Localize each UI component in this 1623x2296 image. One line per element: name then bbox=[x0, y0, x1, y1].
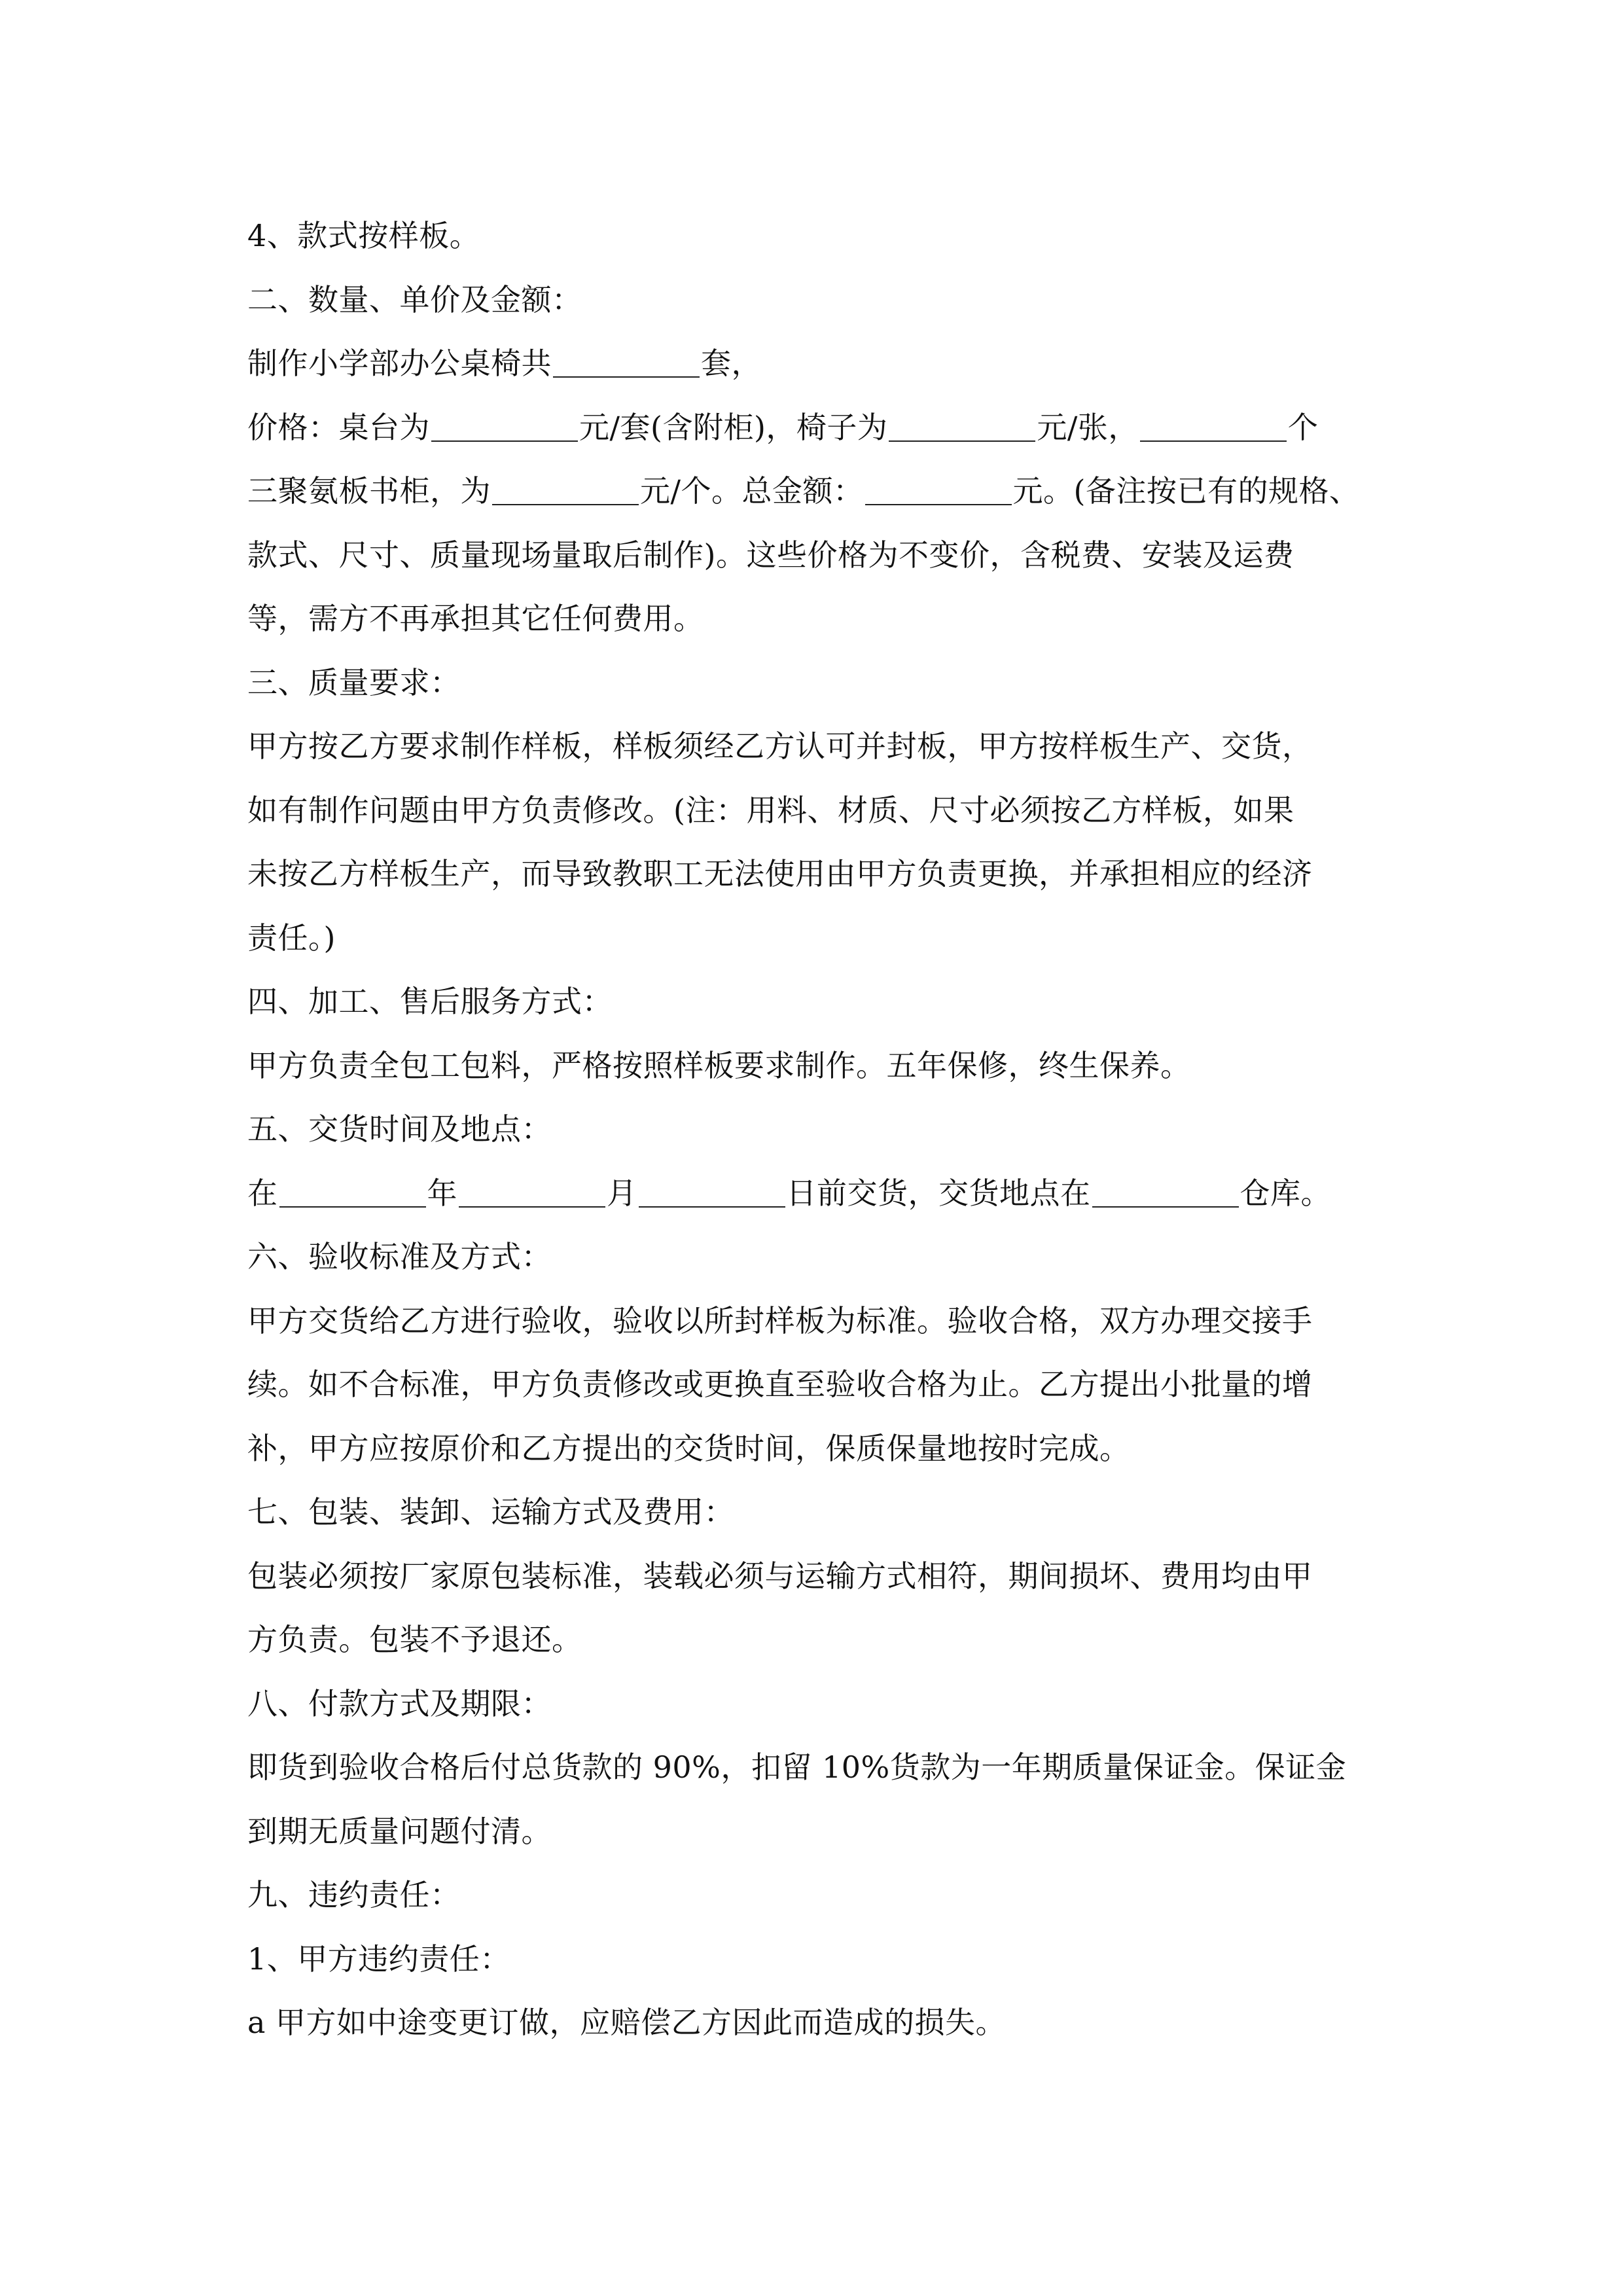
text-line bbox=[247, 459, 1399, 524]
contract-body bbox=[247, 204, 1399, 2055]
text-line bbox=[247, 715, 1399, 779]
line-text: 价格：桌台为 bbox=[247, 409, 430, 445]
line-text: 六、验收标准及方式： bbox=[247, 1239, 552, 1274]
line-text: 三聚氨板书柜，为 bbox=[247, 473, 491, 509]
fill-in-blank bbox=[459, 1176, 605, 1208]
line-text: 到期无质量问题付清。 bbox=[247, 1813, 552, 1849]
text-line bbox=[247, 906, 1399, 971]
fill-in-blank bbox=[431, 410, 578, 442]
line-text: 1、甲方违约责任： bbox=[247, 1941, 510, 1977]
text-line bbox=[247, 1928, 1399, 1992]
line-text: 即货到验收合格后付总货款的 90%，扣留 10%货款为一年期质量保证金。保证金 bbox=[247, 1749, 1347, 1785]
fill-in-blank bbox=[279, 1176, 426, 1208]
text-line bbox=[247, 1098, 1399, 1162]
text-line bbox=[247, 1545, 1399, 1609]
line-text: 方负责。包装不予退还。 bbox=[247, 1622, 582, 1657]
line-text: 个 bbox=[1287, 409, 1319, 445]
fill-in-blank bbox=[639, 1176, 785, 1208]
line-text: 仓库。 bbox=[1240, 1175, 1331, 1211]
line-text: 四、加工、售后服务方式： bbox=[247, 984, 613, 1019]
line-text: 在 bbox=[247, 1175, 278, 1211]
text-line bbox=[247, 1289, 1399, 1354]
line-text: 三、质量要求： bbox=[247, 664, 461, 700]
line-text: 包装必须按厂家原包装标准，装载必须与运输方式相符，期间损坏、费用均由甲 bbox=[247, 1558, 1313, 1594]
line-text: 年 bbox=[427, 1175, 457, 1211]
text-line bbox=[247, 1800, 1399, 1864]
line-text: 元。(备注按已有的规格、 bbox=[1012, 473, 1360, 509]
line-text: 制作小学部办公桌椅共 bbox=[247, 346, 552, 381]
line-text: 如有制作问题由甲方负责修改。(注：用料、材质、尺寸必须按乙方样板，如果 bbox=[247, 792, 1294, 828]
line-text: 等，需方不再承担其它任何费用。 bbox=[247, 601, 704, 636]
text-line bbox=[247, 1480, 1399, 1545]
text-line bbox=[247, 332, 1399, 396]
line-text: 未按乙方样板生产，而导致教职工无法使用由甲方负责更换，并承担相应的经济 bbox=[247, 856, 1313, 891]
text-line bbox=[247, 1353, 1399, 1417]
text-line bbox=[247, 1736, 1399, 1800]
text-line bbox=[247, 1034, 1399, 1098]
line-text: 日前交货，交货地点在 bbox=[786, 1175, 1091, 1211]
text-line bbox=[247, 1417, 1399, 1481]
line-text: 月 bbox=[607, 1175, 637, 1211]
text-line bbox=[247, 524, 1399, 588]
text-line bbox=[247, 1162, 1399, 1226]
text-line bbox=[247, 970, 1399, 1034]
text-line bbox=[247, 1225, 1399, 1289]
line-text: 补，甲方应按原价和乙方提出的交货时间，保质保量地按时完成。 bbox=[247, 1430, 1130, 1466]
line-text: 续。如不合标准，甲方负责修改或更换直至验收合格为止。乙方提出小批量的增 bbox=[247, 1367, 1313, 1402]
line-text: 款式、尺寸、质量现场量取后制作)。这些价格为不变价，含税费、安装及运费 bbox=[247, 537, 1294, 573]
line-text: 甲方按乙方要求制作样板，样板须经乙方认可并封板，甲方按样板生产、交货， bbox=[247, 728, 1313, 764]
text-line bbox=[247, 396, 1399, 460]
text-line bbox=[247, 1608, 1399, 1672]
text-line bbox=[247, 1991, 1399, 2055]
line-text: 甲方交货给乙方进行验收，验收以所封样板为标准。验收合格，双方办理交接手 bbox=[247, 1302, 1313, 1338]
text-line bbox=[247, 1863, 1399, 1928]
line-text: 二、数量、单价及金额： bbox=[247, 281, 582, 317]
text-line bbox=[247, 651, 1399, 715]
text-line bbox=[247, 779, 1399, 843]
line-text: 元/套(含附柜)，椅子为 bbox=[579, 409, 888, 445]
line-text: 五、交货时间及地点： bbox=[247, 1111, 552, 1147]
fill-in-blank bbox=[492, 474, 639, 505]
fill-in-blank bbox=[1140, 410, 1287, 442]
text-line bbox=[247, 1672, 1399, 1736]
text-line bbox=[247, 268, 1399, 332]
line-text: a 甲方如中途变更订做，应赔偿乙方因此而造成的损失。 bbox=[247, 2005, 1007, 2040]
line-text: 九、违约责任： bbox=[247, 1877, 461, 1912]
line-text: 元/个。总金额： bbox=[640, 473, 864, 509]
line-text: 元/张， bbox=[1037, 409, 1139, 445]
text-line bbox=[247, 842, 1399, 906]
fill-in-blank bbox=[1092, 1176, 1239, 1208]
line-text: 4、款式按样板。 bbox=[247, 218, 480, 253]
line-text: 责任。) bbox=[247, 920, 336, 956]
line-text: 甲方负责全包工包料，严格按照样板要求制作。五年保修，终生保养。 bbox=[247, 1047, 1191, 1083]
text-line bbox=[247, 587, 1399, 651]
line-text: 八、付款方式及期限： bbox=[247, 1685, 552, 1721]
fill-in-blank bbox=[865, 474, 1012, 505]
text-line bbox=[247, 204, 1399, 268]
line-text: 七、包装、装卸、运输方式及费用： bbox=[247, 1494, 734, 1530]
fill-in-blank bbox=[553, 346, 700, 378]
line-text: 套， bbox=[701, 346, 762, 381]
fill-in-blank bbox=[889, 410, 1035, 442]
